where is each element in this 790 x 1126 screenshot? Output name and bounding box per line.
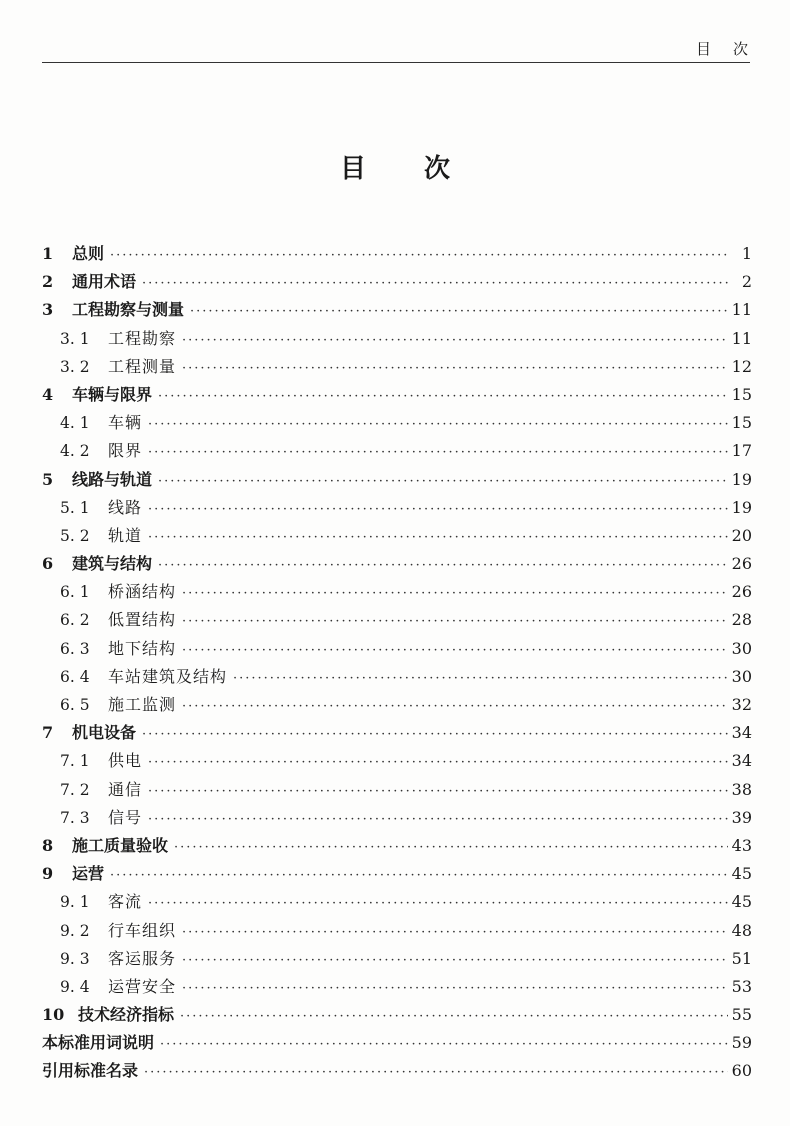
toc-entry-number: 3. 2: [60, 357, 90, 376]
toc-section-entry[interactable]: [42, 776, 752, 804]
toc-entry-number: 9. 4: [60, 977, 90, 996]
dot-leader: [148, 890, 728, 918]
toc-entry-label: 车辆: [108, 413, 143, 433]
toc-entry-page-number: 15: [731, 413, 752, 433]
toc-entry-number: 5: [42, 469, 54, 489]
toc-entry-number: 4. 2: [60, 442, 90, 461]
toc-section-entry[interactable]: [42, 663, 752, 691]
toc-section-entry[interactable]: [42, 888, 752, 916]
dot-leader: [182, 693, 728, 721]
toc-section-entry[interactable]: [42, 494, 752, 522]
toc-entry-number: 3: [42, 300, 54, 320]
dot-leader: [160, 1031, 728, 1059]
dot-leader: [148, 749, 728, 777]
dot-leader: [233, 665, 728, 693]
toc-entry-page-number: 20: [731, 525, 752, 545]
running-header: [42, 36, 770, 63]
dot-leader: [142, 270, 730, 298]
toc-entry-label: 工程勘察与测量: [72, 300, 185, 320]
toc-entry-page-number: 34: [731, 723, 752, 743]
toc-entry-page-number: 26: [731, 582, 752, 602]
toc-entry-label: 低置结构: [108, 610, 177, 630]
toc-entry-page-number: 48: [731, 920, 752, 940]
dot-leader: [142, 721, 728, 749]
toc-entry-label: 线路: [108, 497, 143, 517]
toc-entry-page-number: 60: [731, 1061, 752, 1081]
dot-leader: [158, 552, 728, 580]
toc-entry-number: 6. 5: [60, 696, 90, 714]
page-title: 目次: [339, 154, 508, 184]
dot-leader: [182, 355, 728, 383]
toc-entry-number: 7. 2: [60, 780, 90, 799]
toc-chapter-entry[interactable]: [42, 296, 752, 324]
dot-leader: [190, 298, 728, 326]
dot-leader: [182, 580, 728, 608]
toc-entry-label: 桥涵结构: [108, 582, 177, 602]
toc-entry-page-number: 38: [731, 779, 752, 799]
toc-entry-label: 运营: [72, 864, 105, 884]
toc-entry-label: 技术经济指标: [78, 1005, 175, 1025]
toc-section-entry[interactable]: [42, 353, 752, 381]
toc-chapter-entry[interactable]: [42, 1057, 752, 1085]
toc-entry-number: 5. 2: [60, 526, 90, 545]
toc-section-entry[interactable]: [42, 437, 752, 465]
toc-entry-label: 工程勘察: [108, 328, 177, 348]
toc-chapter-entry[interactable]: [42, 1029, 752, 1057]
dot-leader: [180, 1003, 728, 1031]
toc-chapter-entry[interactable]: [42, 381, 752, 409]
toc-entry-label: 行车组织: [108, 920, 177, 940]
toc-entry-page-number: 53: [731, 976, 752, 996]
toc-chapter-entry[interactable]: [42, 832, 752, 860]
dot-leader: [182, 608, 728, 636]
toc-chapter-entry[interactable]: [42, 719, 752, 747]
toc-chapter-entry[interactable]: [42, 240, 752, 268]
toc-entry-number: 7. 3: [60, 808, 90, 827]
toc-entry-page-number: 19: [731, 469, 752, 489]
toc-entry-number: 7: [42, 723, 54, 743]
toc-entry-number: 6. 2: [60, 611, 90, 630]
toc-entry-label: 运营安全: [108, 976, 177, 996]
toc-entry-number: 6. 4: [60, 667, 90, 686]
dot-leader: [148, 778, 728, 806]
toc-section-entry[interactable]: [42, 804, 752, 832]
toc-entry-label: 客运服务: [108, 948, 177, 968]
toc-entry-page-number: 43: [731, 835, 752, 855]
dot-leader: [110, 242, 730, 270]
toc-entry-number: 2: [42, 272, 54, 292]
toc-section-entry[interactable]: [42, 747, 752, 775]
toc-entry-label: 施工质量验收: [72, 835, 169, 855]
toc-entry-page-number: 19: [731, 497, 752, 517]
toc-chapter-entry[interactable]: [42, 550, 752, 578]
toc-chapter-entry[interactable]: [42, 466, 752, 494]
dot-leader: [182, 947, 728, 975]
dot-leader: [148, 411, 728, 439]
toc-section-entry[interactable]: [42, 606, 752, 634]
dot-leader: [148, 439, 728, 467]
toc-entry-label: 车站建筑及结构: [108, 666, 228, 686]
toc-entry-label: 机电设备: [72, 723, 137, 743]
toc-entry-page-number: 34: [731, 751, 752, 771]
toc-entry-number: 9. 1: [60, 893, 90, 912]
dot-leader: [148, 806, 728, 834]
toc-entry-number: 4: [42, 384, 54, 404]
toc-entry-page-number: 11: [731, 328, 752, 348]
dot-leader: [174, 834, 728, 862]
dot-leader: [182, 637, 728, 665]
dot-leader: [144, 1059, 728, 1087]
toc-entry-page-number: 26: [731, 554, 752, 574]
toc-section-entry[interactable]: [42, 522, 752, 550]
toc-entry-label: 施工监测: [108, 695, 177, 714]
toc-entry-page-number: 11: [731, 300, 752, 320]
toc-entry-number: 1: [42, 244, 54, 263]
toc-entry-label: 信号: [108, 807, 143, 827]
toc-entry-label: 建筑与结构: [72, 554, 153, 574]
toc-entry-label: 总则: [72, 244, 105, 263]
toc-entry-number: 9: [42, 864, 54, 884]
toc-entry-page-number: 55: [731, 1005, 752, 1025]
toc-entry-page-number: 59: [731, 1033, 752, 1053]
toc-chapter-entry[interactable]: [42, 268, 752, 296]
toc-section-entry[interactable]: [42, 691, 752, 719]
toc-entry-page-number: 51: [731, 948, 752, 968]
toc-section-entry[interactable]: [42, 409, 752, 437]
toc-entry-number: 4. 1: [60, 414, 90, 433]
toc-entry-page-number: 32: [731, 695, 752, 714]
dot-leader: [182, 919, 728, 947]
dot-leader: [158, 468, 728, 496]
toc-entry-number: 6. 1: [60, 583, 90, 602]
toc-section-entry[interactable]: [42, 578, 752, 606]
toc-entry-label: 供电: [108, 751, 143, 771]
toc-entry-number: 6: [42, 554, 54, 574]
toc-entry-number: 6. 3: [60, 639, 90, 658]
toc-entry-page-number: 15: [731, 384, 752, 404]
dot-leader: [182, 975, 728, 1003]
toc-entry-page-number: 45: [731, 892, 752, 912]
toc-entry-label: 客流: [108, 892, 143, 912]
running-header-title: 目次: [695, 40, 770, 58]
toc-entry-page-number: 28: [731, 610, 752, 630]
toc-chapter-entry[interactable]: [42, 1001, 752, 1029]
toc-entry-number: 10: [42, 1005, 65, 1025]
toc-section-entry[interactable]: [42, 945, 752, 973]
toc-entry-label: 工程测量: [108, 356, 177, 376]
toc-entry-number: 9. 2: [60, 921, 90, 940]
toc-entry-label: 线路与轨道: [72, 469, 153, 489]
toc-entry-label: 通用术语: [72, 272, 137, 292]
toc-entry-number: 8: [42, 835, 54, 855]
toc-section-entry[interactable]: [42, 635, 752, 663]
toc-entry-page-number: 2: [741, 272, 752, 292]
toc-entry-label: 引用标准名录: [42, 1061, 139, 1081]
toc-entry-page-number: 45: [731, 864, 752, 884]
toc-entry-label: 地下结构: [108, 638, 177, 658]
toc-section-entry[interactable]: [42, 973, 752, 1001]
toc-entry-page-number: 30: [731, 666, 752, 686]
toc-entry-label: 车辆与限界: [72, 384, 153, 404]
toc-section-entry[interactable]: [42, 325, 752, 353]
toc-entry-number: 9. 3: [60, 949, 90, 968]
dot-leader: [110, 862, 728, 890]
dot-leader: [158, 383, 728, 411]
toc-entry-label: 通信: [108, 779, 143, 799]
toc-entry-label: 轨道: [108, 525, 143, 545]
toc-entry-label: 本标准用词说明: [42, 1033, 155, 1053]
toc-entry-number: 3. 1: [60, 329, 90, 348]
toc-entry-page-number: 17: [731, 441, 752, 461]
toc-entry-page-number: 12: [731, 356, 752, 376]
toc-entry-page-number: 30: [731, 638, 752, 658]
toc-entry-number: 5. 1: [60, 498, 90, 517]
dot-leader: [148, 496, 728, 524]
toc-section-entry[interactable]: [42, 917, 752, 945]
dot-leader: [148, 524, 728, 552]
toc-chapter-entry[interactable]: [42, 860, 752, 888]
toc-entry-number: 7. 1: [60, 752, 90, 771]
toc-entry-label: 限界: [108, 441, 143, 461]
toc-entry-page-number: 1: [741, 244, 752, 263]
dot-leader: [182, 327, 728, 355]
table-of-contents: [42, 240, 752, 1086]
toc-entry-page-number: 39: [731, 807, 752, 827]
